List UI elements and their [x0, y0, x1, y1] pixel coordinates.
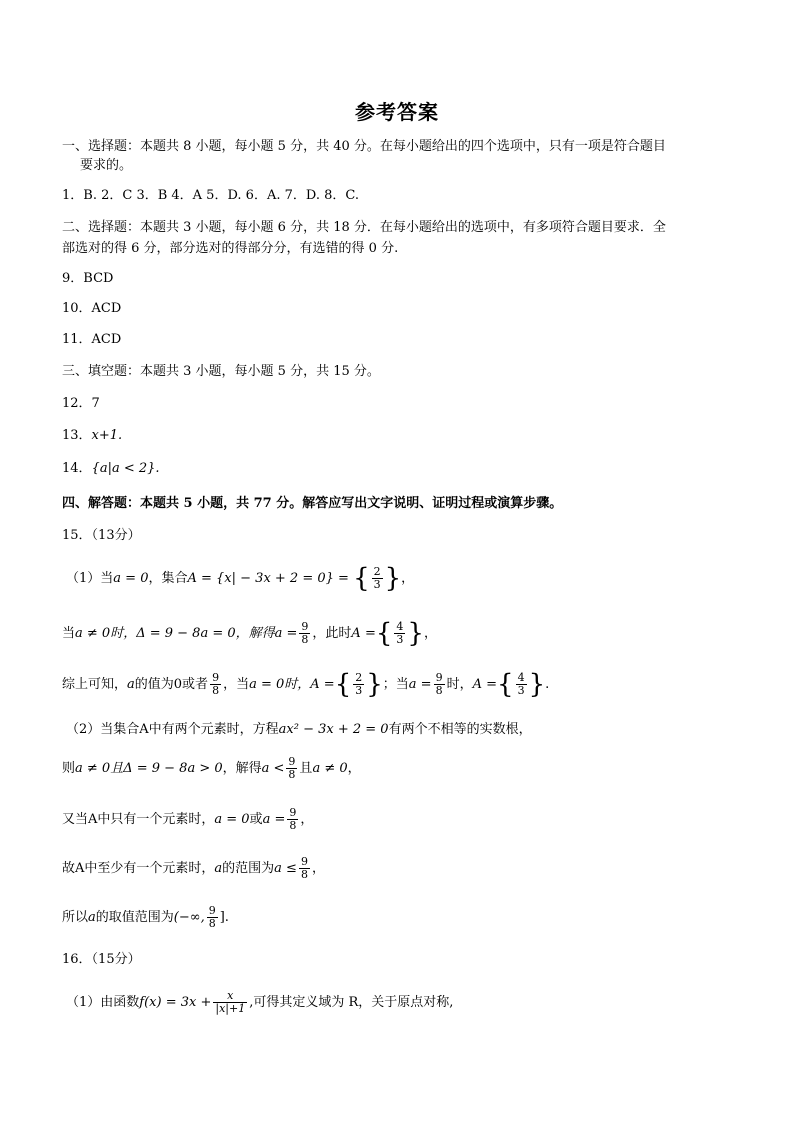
answer-9: 9．BCD [62, 271, 114, 286]
fraction-x-over-absx-plus-1: $\frac{x}{|x|+1}$ [215, 989, 246, 1015]
answer-13-label: 13． [62, 428, 92, 443]
q15-l1-a: （1）当 [66, 571, 114, 586]
answer-14 [62, 459, 160, 479]
q15-line4: （2）当集合A中有两个元素时，方程ax² − 3x + 2 = 0有两个不相等的实数根， [66, 722, 532, 737]
section1-header-line1: 一、选择题：本题共 8 小题，每小题 5 分，共 40 分。在每小题给出的四个选项中，只有一项是符合题目 [62, 139, 666, 154]
q15-line7: 故A中至少有一个元素时，a的范围为a ≤ $\frac{9}{8}$ ， [62, 855, 325, 881]
q15-line1: （1）当a = 0，集合A = {x| − 3x + 2 = 0} = { $\frac{2}{3}$ }， [66, 563, 415, 594]
answer-11: 11．ACD [62, 332, 122, 347]
fraction-2-3: $\frac{2}{3}$ [373, 565, 381, 591]
answer-13-expr: x+1. [91, 428, 123, 443]
section4-header: 四、解答题：本题共 5 小题，共 77 分。解答应写出文字说明、证明过程或演算步骤。 [62, 496, 563, 511]
section2-header-line1: 二、选择题：本题共 3 小题，每小题 6 分，共 18 分．在每小题给出的选项中，有多项符合题目要求．全 [62, 220, 666, 235]
answer-10: 10．ACD [62, 301, 122, 316]
q15-l1-b: a = 0 [113, 571, 149, 586]
fraction-4-3: $\frac{4}{3}$ [396, 620, 404, 646]
section3-header: 三、填空题：本题共 3 小题，每小题 5 分，共 15 分。 [62, 364, 380, 379]
question-15-label: 15．（13分） [62, 528, 141, 543]
q15-l1-c: ，集合 [148, 571, 188, 586]
answer-12: 12．7 [62, 396, 100, 411]
q15-line5: 则a ≠ 0且Δ = 9 − 8a > 0，解得a < $\frac{9}{8}$ 且a ≠ 0， [62, 755, 361, 781]
q15-line2: 当a ≠ 0时，Δ = 9 − 8a = 0，解得a = $\frac{9}{8}$ ，此时A ={ $\frac{4}{3}$ }， [62, 618, 437, 649]
fraction-9-8: $\frac{9}{8}$ [301, 620, 309, 646]
section2-header-line2: 部选对的得 6 分，部分选对的得部分分，有选错的得 0 分. [62, 241, 399, 256]
question-16-label: 16．（15分） [62, 952, 141, 967]
q15-line3: 综上可知，a的值为0或者 $\frac{9}{8}$ ，当a = 0时，A ={ $\frac{2}{3}$ }；当a = $\frac{9}{8}$ 时，A ={ $\frac{4}{3}$ }. [62, 669, 550, 700]
section1-answers: 1．B. 2．C 3．B 4．A 5．D. 6．A. 7．D. 8．C. [62, 188, 359, 203]
page-title: 参考答案 [355, 100, 439, 124]
q15-line6: 又当A中只有一个元素时，a = 0或a = $\frac{9}{8}$ ， [62, 806, 314, 832]
answer-14-expr: {a|a < 2}. [91, 461, 160, 476]
section1-header-line2: 要求的。 [80, 158, 133, 173]
q15-line8: 所以a的取值范围为(−∞, $\frac{9}{8}$ ]. [62, 904, 229, 930]
q15-l1-d: A = {x| − 3x + 2 = 0} = [187, 571, 349, 586]
answer-14-label: 14． [62, 461, 92, 476]
q16-line1: （1）由函数f(x) = 3x + $\frac{x}{|x|+1}$ ,可得其定义域为 R，关于原点对称, [66, 989, 454, 1015]
answer-13 [62, 426, 122, 446]
